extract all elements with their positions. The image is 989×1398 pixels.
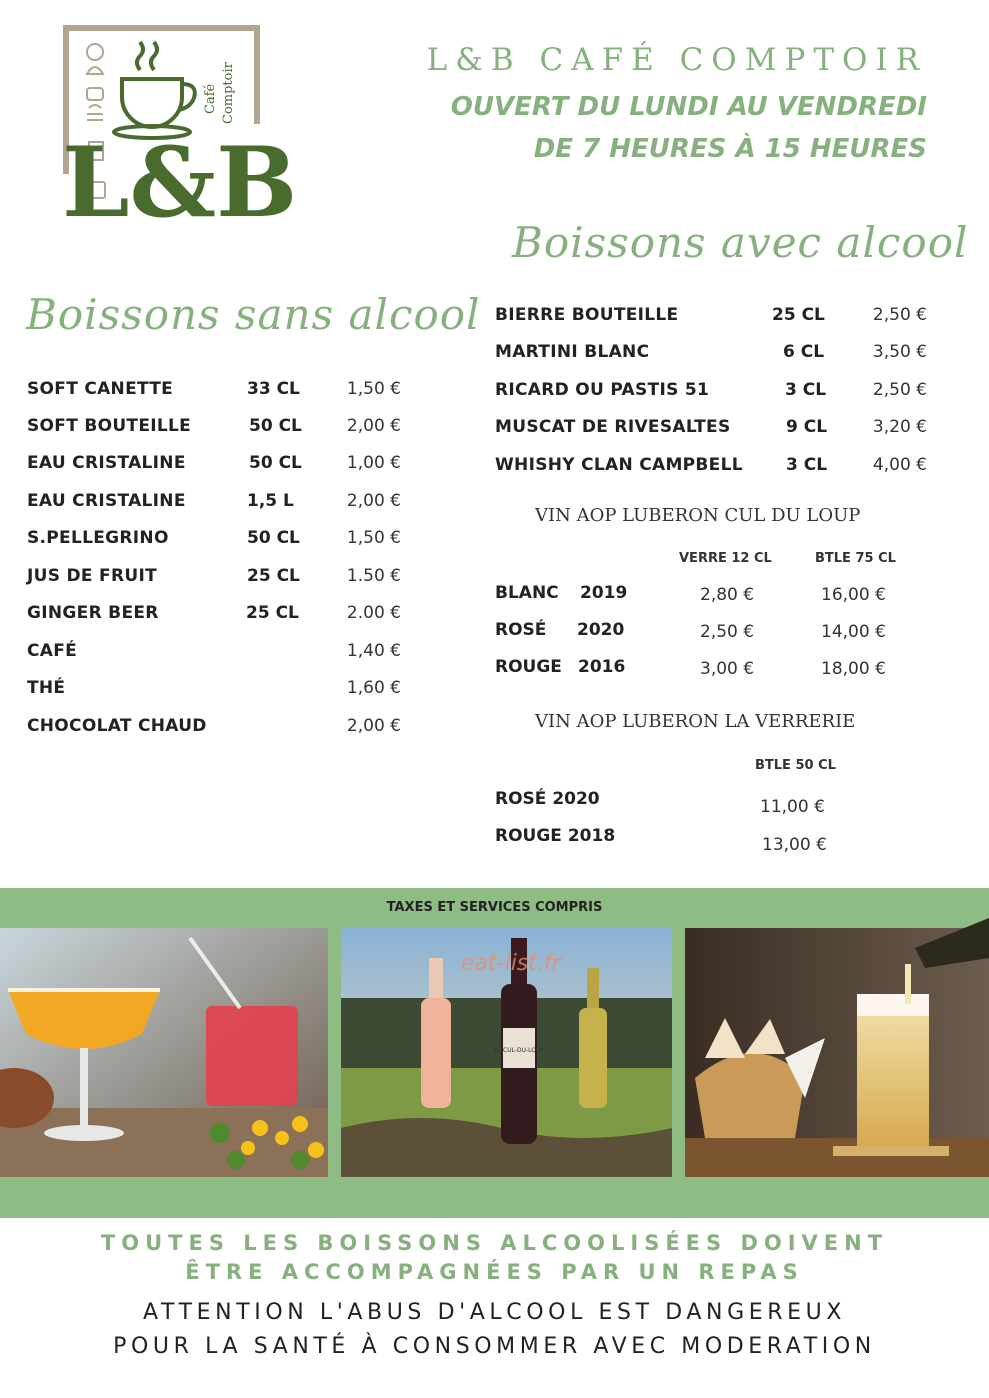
sans-alcool-list: [27, 374, 401, 754]
menu-item: EAU CRISTALINE 50 CL 1,00 €: [27, 453, 401, 473]
menu-item: BIERRE BOUTEILLE 25 CL 2,50 €: [495, 305, 927, 325]
menu-item: MUSCAT DE RIVESALTES 9 CL 3,20 €: [495, 417, 927, 437]
wine-heading-cul-du-loup: VIN AOP LUBERON CUL DU LOUP: [535, 505, 861, 526]
menu-item: CHOCOLAT CHAUD 2,00 €: [27, 716, 401, 736]
menu-item: SOFT BOUTEILLE 50 CL 2,00 €: [27, 416, 401, 436]
photo-wine-bottles: [341, 928, 672, 1177]
alcohol-warning-line-2: POUR LA SANTÉ À CONSOMMER AVEC MODERATION: [113, 1334, 876, 1359]
brand-title: L&B CAFÉ COMPTOIR: [426, 42, 927, 78]
wine-row: BLANC 2019 2,80 € 16,00 €: [495, 583, 886, 605]
avec-alcool-list: [495, 300, 927, 490]
menu-item: CAFÉ 1,40 €: [27, 641, 401, 661]
photo-cocktails: [0, 928, 328, 1177]
menu-item: JUS DE FRUIT 25 CL 1.50 €: [27, 566, 401, 586]
menu-item: MARTINI BLANC 6 CL 3,50 €: [495, 342, 927, 362]
wine-row: ROSÉ 2020 2,50 € 14,00 €: [495, 620, 886, 642]
opening-days: OUVERT DU LUNDI AU VENDREDI: [450, 92, 927, 122]
menu-item: SOFT CANETTE 33 CL 1,50 €: [27, 379, 401, 399]
menu-item: THÉ 1,60 €: [27, 678, 401, 698]
wine-row: ROSÉ 2020 11,00 €: [495, 789, 825, 817]
wine-row: ROUGE 2018 13,00 €: [495, 826, 827, 855]
opening-hours: DE 7 HEURES À 15 HEURES: [533, 134, 927, 164]
column-header-bouteille-50: BTLE 50 CL: [755, 758, 836, 773]
menu-item: S.PELLEGRINO 50 CL 1,50 €: [27, 528, 401, 548]
svg-text:LE CUL-DU-LOUP: LE CUL-DU-LOUP: [493, 1047, 545, 1054]
brand-logo: [62, 24, 298, 239]
menu-item: RICARD OU PASTIS 51 3 CL 2,50 €: [495, 380, 927, 400]
svg-text:Café: Café: [203, 83, 218, 114]
photo-beer-pour: [685, 928, 989, 1177]
meal-requirement-line-1: TOUTES LES BOISSONS ALCOOLISÉES DOIVENT: [100, 1231, 889, 1255]
taxes-notice: TAXES ET SERVICES COMPRIS: [386, 900, 603, 915]
logo-graphic: [62, 24, 298, 239]
watermark: eat-list.fr: [461, 951, 561, 976]
wine-row: ROUGE 2016 3,00 € 18,00 €: [495, 657, 886, 679]
column-header-bouteille: BTLE 75 CL: [815, 551, 896, 566]
wine-heading-la-verrerie: VIN AOP LUBERON LA VERRERIE: [535, 711, 856, 732]
svg-text:Comptoir: Comptoir: [221, 62, 236, 124]
section-title-avec-alcool: Boissons avec alcool: [512, 218, 969, 267]
meal-requirement-line-2: ÊTRE ACCOMPAGNÉES PAR UN REPAS: [185, 1260, 804, 1284]
svg-text:L&B: L&B: [62, 126, 298, 239]
column-header-verre: VERRE 12 CL: [679, 551, 772, 566]
section-title-sans-alcool: Boissons sans alcool: [26, 290, 481, 339]
menu-item: WHISHY CLAN CAMPBELL 3 CL 4,00 €: [495, 455, 927, 475]
header: [427, 42, 927, 170]
alcohol-warning-line-1: ATTENTION L'ABUS D'ALCOOL EST DANGEREUX: [143, 1300, 846, 1325]
menu-item: EAU CRISTALINE 1,5 L 2,00 €: [27, 491, 401, 511]
menu-item: GINGER BEER 25 CL 2.00 €: [27, 603, 401, 623]
